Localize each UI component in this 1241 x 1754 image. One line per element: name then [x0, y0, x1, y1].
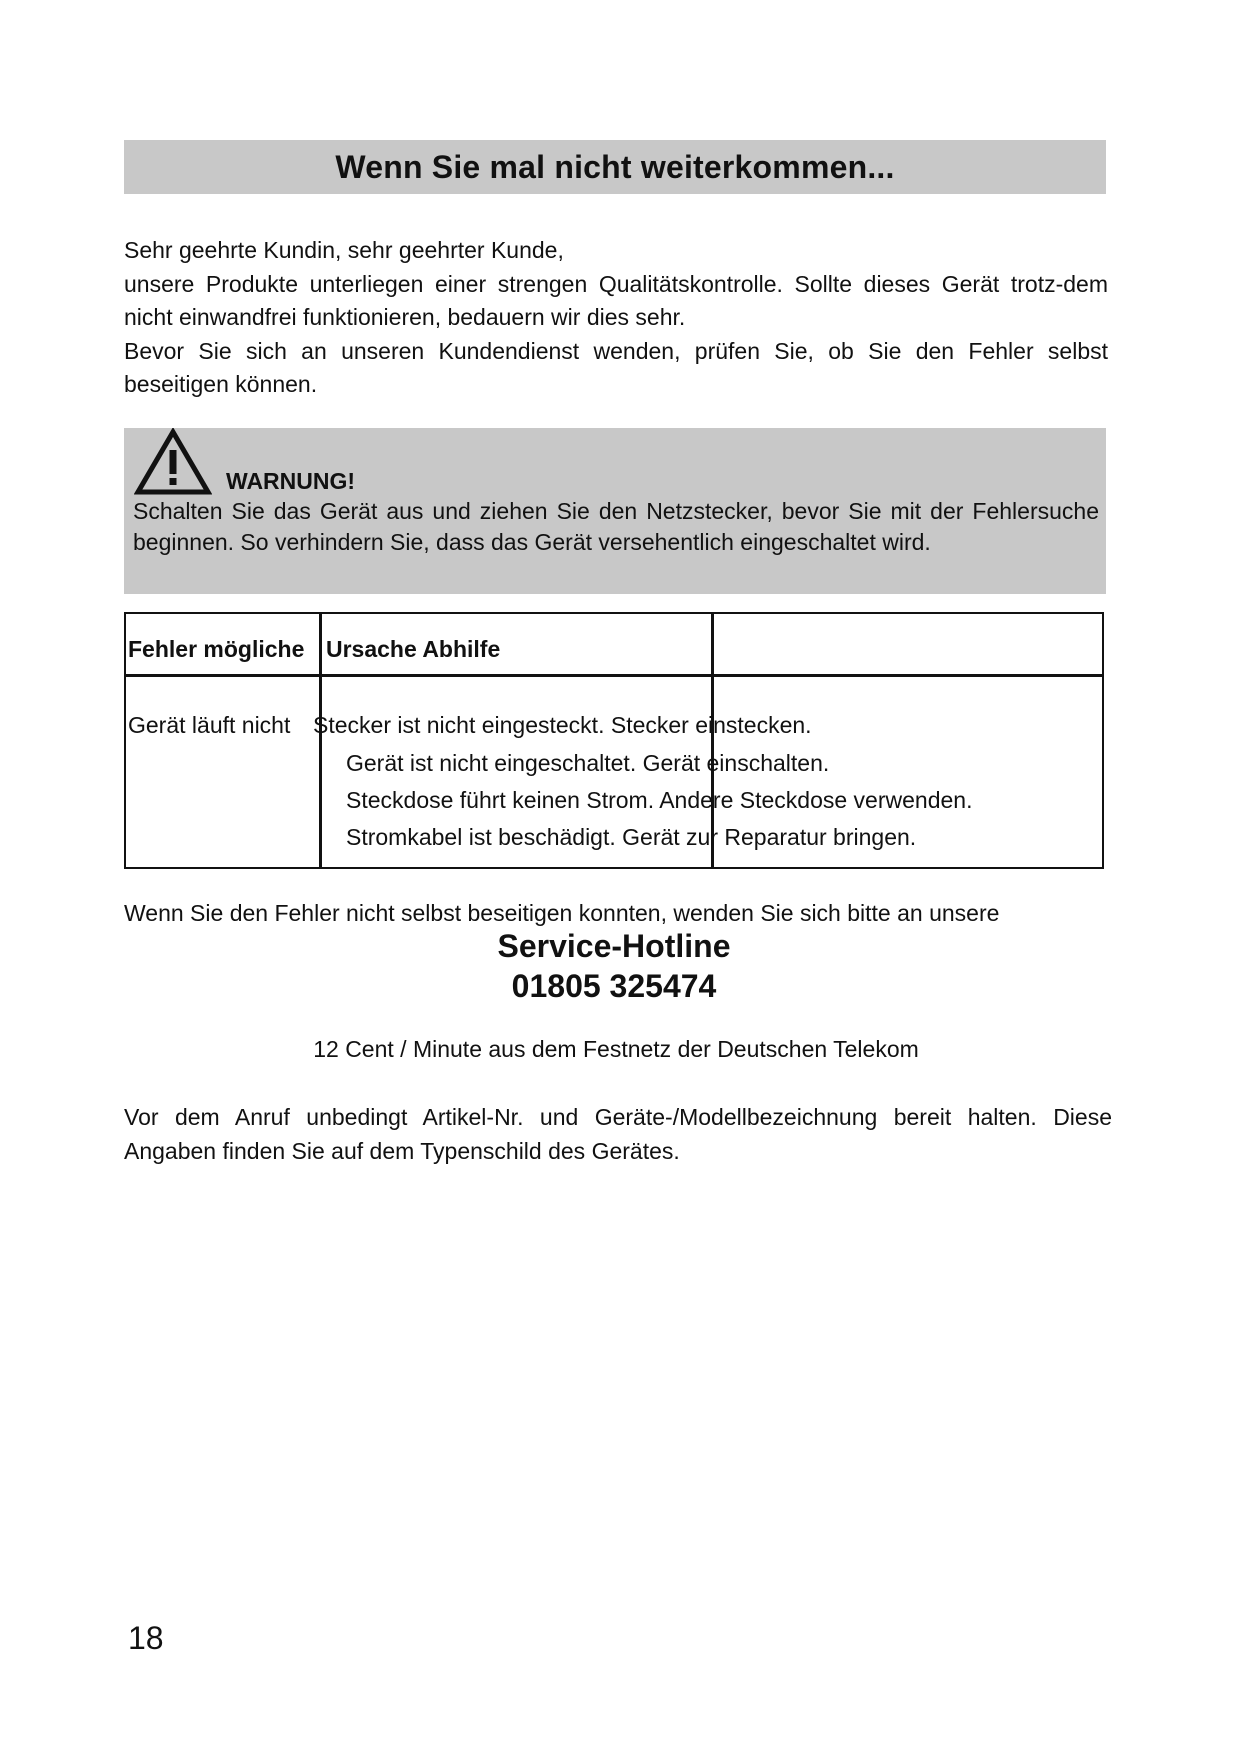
intro-section [124, 234, 1108, 402]
warning-text: Schalten Sie das Gerät aus und ziehen Sie den Netzstecker, bevor Sie mit der Fehlersuche beginnen. So verhindern Sie, dass das Gerät versehentlich eingeschaltet wird. [133, 498, 1099, 555]
table-row: Stromkabel ist beschädigt. Gerät zur Reparatur bringen. [346, 824, 917, 850]
table-divider [126, 674, 1102, 677]
hotline-label: Service-Hotline [497, 928, 731, 964]
call-note: Vor dem Anruf unbedingt Artikel-Nr. und Geräte-/Modellbezeichnung bereit halten. Diese Angaben finden Sie auf dem Typenschild des Gerätes. [124, 1104, 1112, 1164]
cost-note: 12 Cent / Minute aus dem Festnetz der Deutschen Telekom [313, 1036, 919, 1062]
service-lead-text: Wenn Sie den Fehler nicht selbst beseitigen konnten, wenden Sie sich bitte an unsere [124, 900, 1000, 926]
troubleshooting-table [124, 612, 1104, 869]
intro-paragraph-2: Bevor Sie sich an unseren Kundendienst wenden, prüfen Sie, ob Sie den Fehler selbst beseitigen können. [124, 337, 1108, 397]
warning-triangle-icon [134, 428, 212, 496]
table-header-fehler: Fehler mögliche [128, 636, 305, 662]
title-bar [124, 140, 1106, 194]
table-header-ursache-abhilfe: Ursache Abhilfe [326, 636, 501, 662]
hotline-number: 01805 325474 [511, 968, 717, 1004]
salutation: Sehr geehrte Kundin, sehr geehrter Kunde, [124, 237, 564, 263]
warning-box [124, 428, 1106, 594]
intro-paragraph-1: unsere Produkte unterliegen einer strengen Qualitätskontrolle. Sollte dieses Gerät trotz-dem nicht einwandfrei funktionieren, bedauern wir dies sehr. [124, 270, 1108, 330]
warning-heading: WARNUNG! [226, 468, 356, 494]
table-row: Steckdose führt keinen Strom. Andere Steckdose verwenden. [346, 787, 973, 813]
table-row: Gerät ist nicht eingeschaltet. Gerät einschalten. [346, 750, 830, 776]
page-number: 18 [128, 1620, 164, 1656]
page-title: Wenn Sie mal nicht weiterkommen... [335, 148, 895, 185]
table-divider [319, 614, 322, 867]
table-row: Stecker ist nicht eingesteckt. Stecker einstecken. [313, 712, 812, 738]
table-fault: Gerät läuft nicht [128, 712, 291, 738]
